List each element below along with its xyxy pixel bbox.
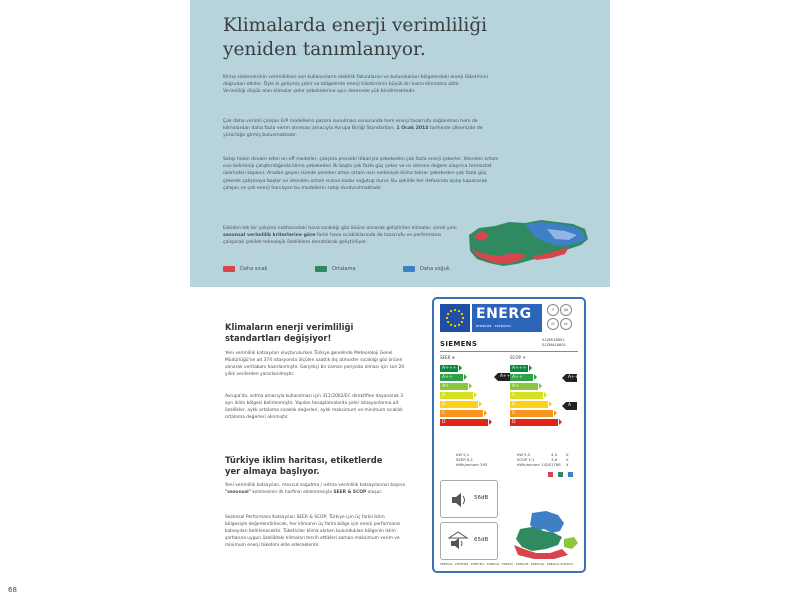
class-bar: A+++ — [442, 366, 457, 371]
seer-rating-indicator: A++ — [500, 374, 511, 379]
legend-item-warmer: Daha sıcak — [223, 266, 267, 272]
average-swatch — [315, 266, 327, 272]
sun-icon: ☀ — [522, 355, 526, 360]
class-bar: A+ — [440, 383, 468, 390]
zone-markers — [544, 471, 578, 479]
top-section — [190, 0, 610, 287]
scop-rating-indicator: A — [566, 402, 577, 410]
colder-swatch — [403, 266, 415, 272]
onoff-paragraph: Satışı halen devam eden on-off modeller, çalışma prensibi itibarıyla şebekeden çok fazla enerji çekerler. İstenilen ortam ısısı belirlenip çalıştırıldığında klima şebekeden ilk başta çok fazla güç çeker ve ısı istenen değere ulaşınca termostat üzerinden kapanır. Aradan geçen sürede yeniden artan ortam ısısı nedeniyle klima tekrar şebekeden çok fazla güç çekerek çalışmaya başlar ve istenilen ortam ısısına kadar soğutup durur. Bu şekilde her defasında açılıp kapanarak çalışan ve çok enerji harcayan bu modellerin satışı durdurulmaktadır. — [223, 157, 499, 191]
legend-item-colder: Daha soğuk — [403, 266, 450, 272]
europe-zones-paragraph: Avrupa'da, ısıtma amacıyla kullanılması için 311/2002/EC direktifine dayanarak 3 ayrı iklim bölgesi belirlenmiştir. Yapılan hesaplamalarda şehir istasyonlarına ait özellikler, aylık ortalama sıcaklık değerleri, aylık maksimum ve minimum sıcaklık ortalama değerleri alınmıştır. — [225, 394, 404, 420]
warmer-swatch — [223, 266, 235, 272]
language-circle: IJA — [560, 304, 572, 316]
seer-title: SEER ❄ — [440, 355, 456, 360]
class-bar: A — [440, 392, 473, 399]
class-bar: D — [510, 419, 558, 426]
brand-name: SIEMENS — [440, 340, 478, 348]
standards-heading: Klimaların enerji verimliliği standartları değişiyor! — [225, 322, 354, 343]
seer-scop-paragraph: Yeni verimlilik katsayıları, mevcut soğutma / ısıtma verimlilik katsayılarının başına "sezonsal" kelimesinin ilk harfinin eklenmesiyle SEER & SCOP oluşur. — [225, 483, 405, 495]
outdoor-unit-speaker-icon — [447, 530, 469, 552]
seer-panel — [440, 355, 511, 447]
class-bar: A++ — [440, 374, 463, 381]
outdoor-noise-box — [440, 522, 498, 560]
seasonal-paragraph: Eskiden tek bir çalışma noktasındaki hava sıcaklığı göz önüne alınarak geliştirilen klimalar, şimdi yeni sezonsal verimlilik kriterlerine göre farklı hava sıcaklıklarında da tasarrufu ve performansı çalışacak şekilde teknolojik özelliklere donatılarak geliştiriliyor. — [223, 226, 457, 246]
language-circle: IA — [560, 318, 572, 330]
label-footer: ENERGIA · ЕНЕРГИЯ · ENEPΓEIA · ENERGIA · ENERGY · ENERGIE · ENERGIJA · ENERGIA 626/2011 — [440, 562, 574, 566]
erp-paragraph: Çok daha verimli çalışan ErP modellerin pazara sunulması sonucunda hem enerji tasarrufu sağlanması hem de klimalardan daha fazla verim alınması amacıyla Avrupa Birliği Standartları, 1 Ocak 2014 tarihinde ülkemizde de yürürlüğe girmiş bulunmaktadır. — [223, 119, 483, 139]
intro-paragraph: Klima sistemlerinin verimlilikleri son kullanıcıların elektrik faturalarını ve bulundukları bölgelerdeki enerji tüketimini doğrudan etkiler. Öyle ki gelişmiş şehir ve bölgelerde enerji tüketiminin büyük bir kısmı klimalara aittir. Verimliliği düşük olan klimalar şehir şebekelerine aşırı derecede yük bindirmektedir. — [223, 75, 488, 95]
scop-rating-top-indicator: A++ — [568, 375, 579, 380]
class-bar: C — [510, 410, 553, 417]
legend-item-average: Ortalama — [315, 266, 355, 272]
snowflake-icon: ❄ — [451, 355, 456, 360]
scop-values: kW 5,2 SCOP 5,1 kWh/annum 1428 — [517, 452, 551, 468]
scop-title: SCOP ☀ — [510, 355, 526, 360]
language-circle: Y — [547, 304, 559, 316]
meteorology-paragraph: Yeni verimlilik katsayıları oluşturulurken Türkiye genelinde Meteoroloji Genel Müdürlüğü'ne ait 374 istasyonda ölçülen saatlik dış atmosfer sıcaklığı göz önüne alınarak veritabanı hazırlanmıştır. Gerçekçi bir zaman periyodu olması için son 20 yıllık verilerden yararlanılmıştır. — [225, 351, 405, 377]
seasonal-performance-paragraph: Sezonsal Performans Katsayıları SEER & SCOP; Türkiye için üç farklı iklim bölgesiyle değerlendirilecek, her klimanın üç farklı bölge için enerji performansı katsayıları belirlenecektir. Tüketiciler klima alırken bulundukları bölgenin iklim şartlarına uygun özellikteki klimaları tercih ettikleri zaman maksimum verim ve minimum enerji tüketimi elde edeceklerdir. — [225, 515, 401, 548]
class-bar: A+++ — [512, 366, 527, 371]
brochure-page — [190, 0, 610, 600]
model-numbers: S1ZMI18801 S1ZMA18801 — [542, 338, 567, 347]
seer-values: kW 5,1 SEER 6,1 kWh/annum 293 — [456, 452, 488, 468]
indoor-noise-box — [440, 480, 498, 518]
scop-values-zone2: 4,0 3,8 1768 — [551, 452, 561, 468]
turkey-climate-map — [465, 213, 590, 271]
page-title: Klimalarda enerji verimliliği yeniden tanımlanıyor. — [223, 15, 488, 60]
class-bar: B — [510, 401, 548, 408]
class-bar: A — [510, 392, 543, 399]
indoor-noise-value: 56dB — [474, 495, 489, 501]
climate-map-heading: Türkiye iklim haritası, etiketlerde yer almaya başlıyor. — [225, 455, 383, 476]
divider — [440, 351, 578, 352]
energy-label — [432, 297, 586, 573]
class-bar: C — [440, 410, 483, 417]
speaker-icon — [449, 490, 469, 510]
class-bar: D — [440, 419, 488, 426]
scop-values-zone3: X X X — [566, 452, 569, 468]
page-number: 68 — [8, 586, 17, 594]
energy-header: ENERG енергия · ενεργεια — [472, 304, 542, 332]
scop-panel — [510, 355, 578, 447]
class-bar: A+ — [510, 383, 538, 390]
eu-flag-icon — [440, 304, 470, 332]
language-circle: IE — [547, 318, 559, 330]
class-bar: B — [440, 401, 478, 408]
class-bar: A++ — [510, 374, 533, 381]
outdoor-noise-value: 65dB — [474, 537, 489, 543]
europe-climate-map — [502, 509, 580, 561]
